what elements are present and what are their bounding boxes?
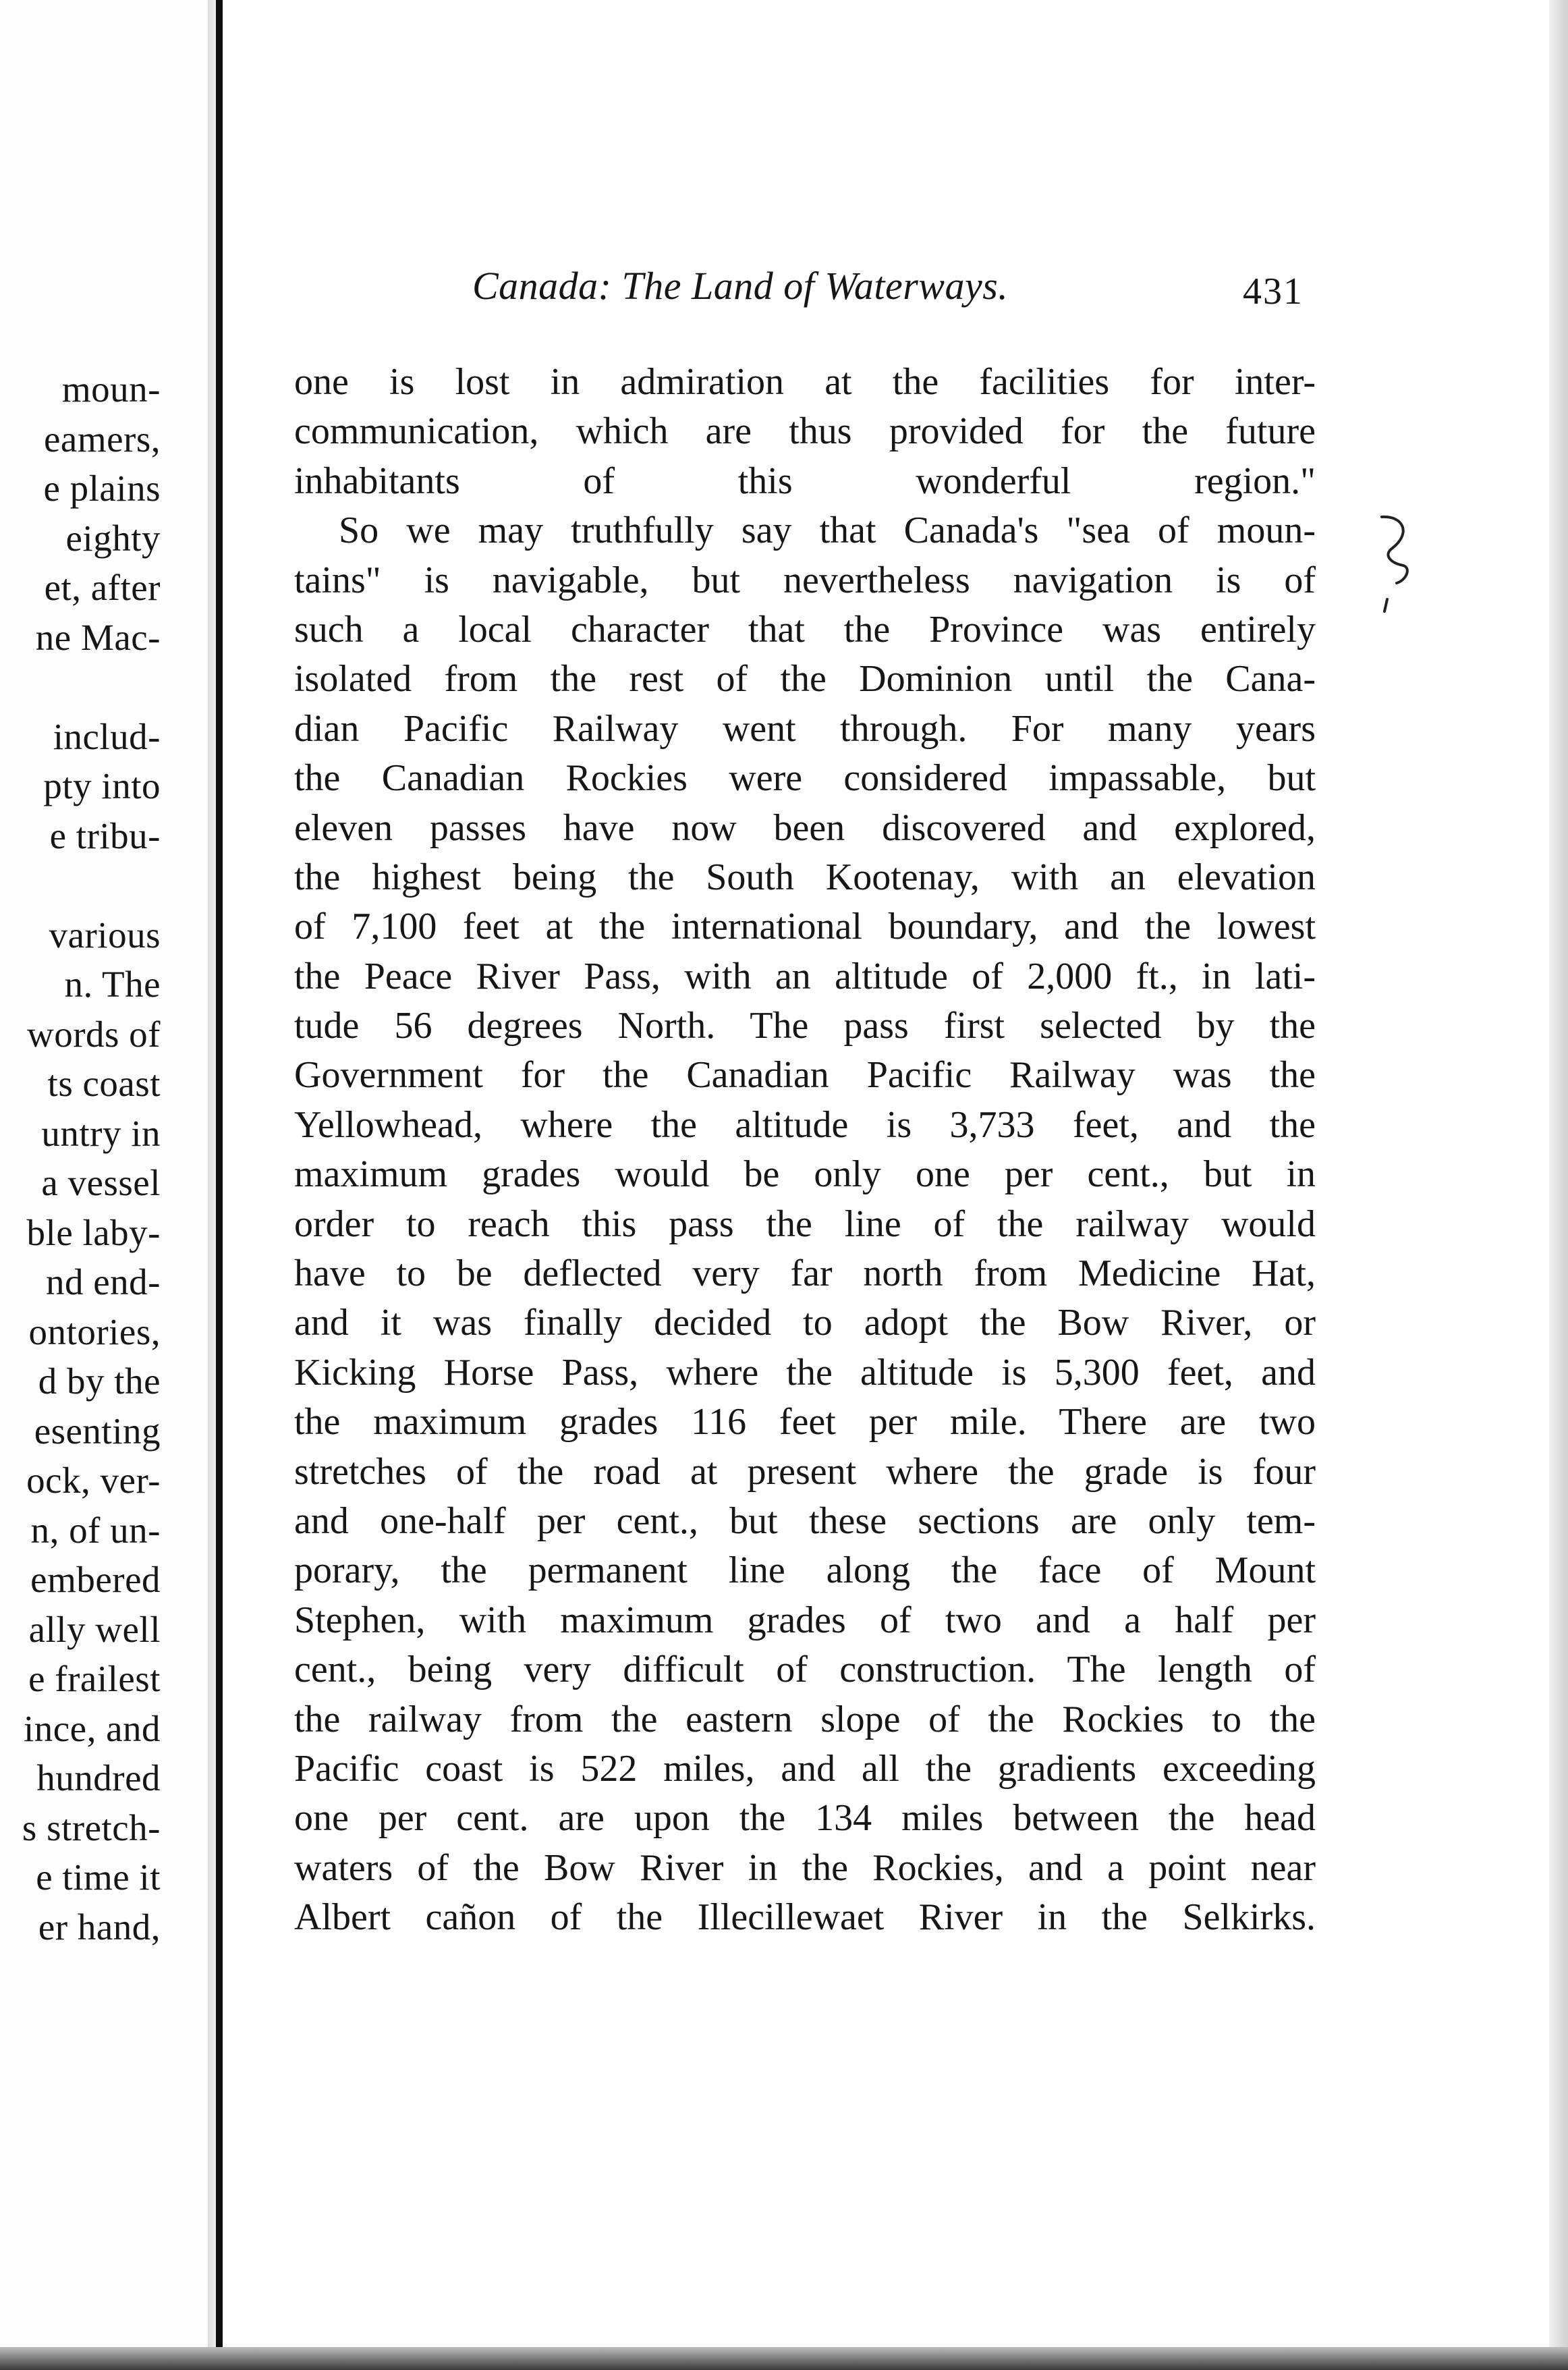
facing-page-line: a vessel (41, 1162, 161, 1203)
text-line: one per cent. are upon the 134 miles between the head (294, 1797, 1316, 1840)
text-line: Yellowhead, where the altitude is 3,733 feet, and the (294, 1103, 1316, 1146)
facing-page-line: e time it (36, 1856, 161, 1898)
text-line: waters of the Bow River in the Rockies, and a point near (294, 1846, 1316, 1889)
text-line: So we may truthfully say that Canada's "sea of moun- (339, 509, 1316, 552)
facing-page-line: hundred (36, 1757, 161, 1798)
text-line: the Peace River Pass, with an altitude of 2,000 ft., in lati- (294, 955, 1316, 997)
facing-page-line: et, after (44, 567, 161, 608)
text-line: cent., being very difficult of construction. The length of (294, 1649, 1316, 1691)
facing-page-line: e frailest (28, 1658, 161, 1699)
facing-page-line: n, of un- (30, 1509, 161, 1551)
text-line: Government for the Canadian Pacific Railway was the (294, 1054, 1316, 1097)
text-line: tude 56 degrees North. The pass first selected by the (294, 1005, 1316, 1047)
facing-page-line: ock, ver- (26, 1460, 161, 1501)
facing-page-line: ally well (28, 1608, 161, 1650)
facing-page-blank-line (0, 860, 161, 910)
binding-gutter (216, 0, 223, 2370)
text-line: of 7,100 feet at the international boundary, and the lowest (294, 906, 1316, 948)
page-number: 431 (1243, 271, 1304, 312)
facing-page-line: ble laby- (26, 1211, 161, 1253)
text-line: isolated from the rest of the Dominion until the Cana- (294, 658, 1316, 700)
text-line: and one-half per cent., but these sections are only tem- (294, 1499, 1316, 1542)
text-line: Pacific coast is 522 miles, and all the gradients exceeding (294, 1747, 1316, 1790)
text-line: inhabitants of this wonderful region." (294, 460, 1316, 502)
facing-page-fragment (0, 0, 208, 2370)
facing-page-line: n. The (64, 964, 161, 1005)
facing-page-line: d by the (38, 1360, 161, 1402)
pencil-margin-mark (1376, 513, 1417, 614)
text-line: Albert cañon of the Illecillewaet River in the Selkirks. (294, 1896, 1316, 1939)
facing-page-line: s stretch- (22, 1807, 161, 1848)
text-line: Stephen, with maximum grades of two and a half per (294, 1599, 1316, 1641)
text-line: maximum grades would be only one per cent., but in (294, 1153, 1316, 1196)
facing-page-line: e plains (43, 468, 161, 509)
facing-page-line: various (49, 914, 161, 956)
facing-page-line: words of (26, 1013, 161, 1055)
text-line: such a local character that the Province was entirely (294, 608, 1316, 651)
facing-page-line: eighty (65, 517, 161, 559)
facing-page-line: ne Mac- (35, 616, 161, 658)
text-line: communication, which are thus provided for the future (294, 410, 1316, 453)
text-line: the highest being the South Kootenay, with an elevation (294, 856, 1316, 898)
text-line: the Canadian Rockies were considered impassable, but (294, 757, 1316, 800)
text-line: porary, the permanent line along the face of Mount (294, 1549, 1316, 1592)
text-line: Kicking Horse Pass, where the altitude is 5,300 feet, and (294, 1351, 1316, 1394)
text-line: dian Pacific Railway went through. For many years (294, 707, 1316, 750)
text-line: stretches of the road at present where the grade is four (294, 1450, 1316, 1493)
facing-page-line: ontories, (28, 1311, 161, 1352)
facing-page-line: untry in (41, 1112, 161, 1154)
text-line: have to be deflected very far north from Medicine Hat, (294, 1252, 1316, 1295)
text-line: the railway from the eastern slope of the Rockies to the (294, 1698, 1316, 1740)
scan-bottom-edge (0, 2347, 1568, 2370)
facing-page-line: moun- (61, 368, 161, 410)
facing-page-line: esenting (34, 1410, 161, 1452)
text-line: one is lost in admiration at the facilities for inter- (294, 361, 1316, 403)
running-head: Canada: The Land of Waterways. (472, 264, 1009, 308)
facing-page-line: nd end- (46, 1261, 161, 1302)
facing-page-line: ince, and (23, 1707, 161, 1749)
page-edge-shadow (1549, 0, 1568, 2370)
facing-page-blank-line (0, 662, 161, 712)
facing-page-line: pty into (43, 765, 161, 806)
facing-page-line: ts coast (47, 1063, 161, 1104)
facing-page-line: eamers, (44, 418, 161, 460)
text-line: the maximum grades 116 feet per mile. There are two (294, 1401, 1316, 1443)
facing-page-line: embered (30, 1559, 161, 1600)
text-line: tains" is navigable, but nevertheless navigation is of (294, 559, 1316, 601)
facing-page-line: e tribu- (49, 815, 161, 856)
facing-page-text (0, 364, 161, 1952)
text-line: order to reach this pass the line of the railway would (294, 1203, 1316, 1245)
text-line: and it was finally decided to adopt the Bow River, or (294, 1302, 1316, 1344)
body-text (294, 358, 1316, 1943)
text-line: eleven passes have now been discovered and explored, (294, 806, 1316, 849)
facing-page-line: er hand, (38, 1906, 161, 1948)
facing-page-line: includ- (53, 715, 161, 757)
